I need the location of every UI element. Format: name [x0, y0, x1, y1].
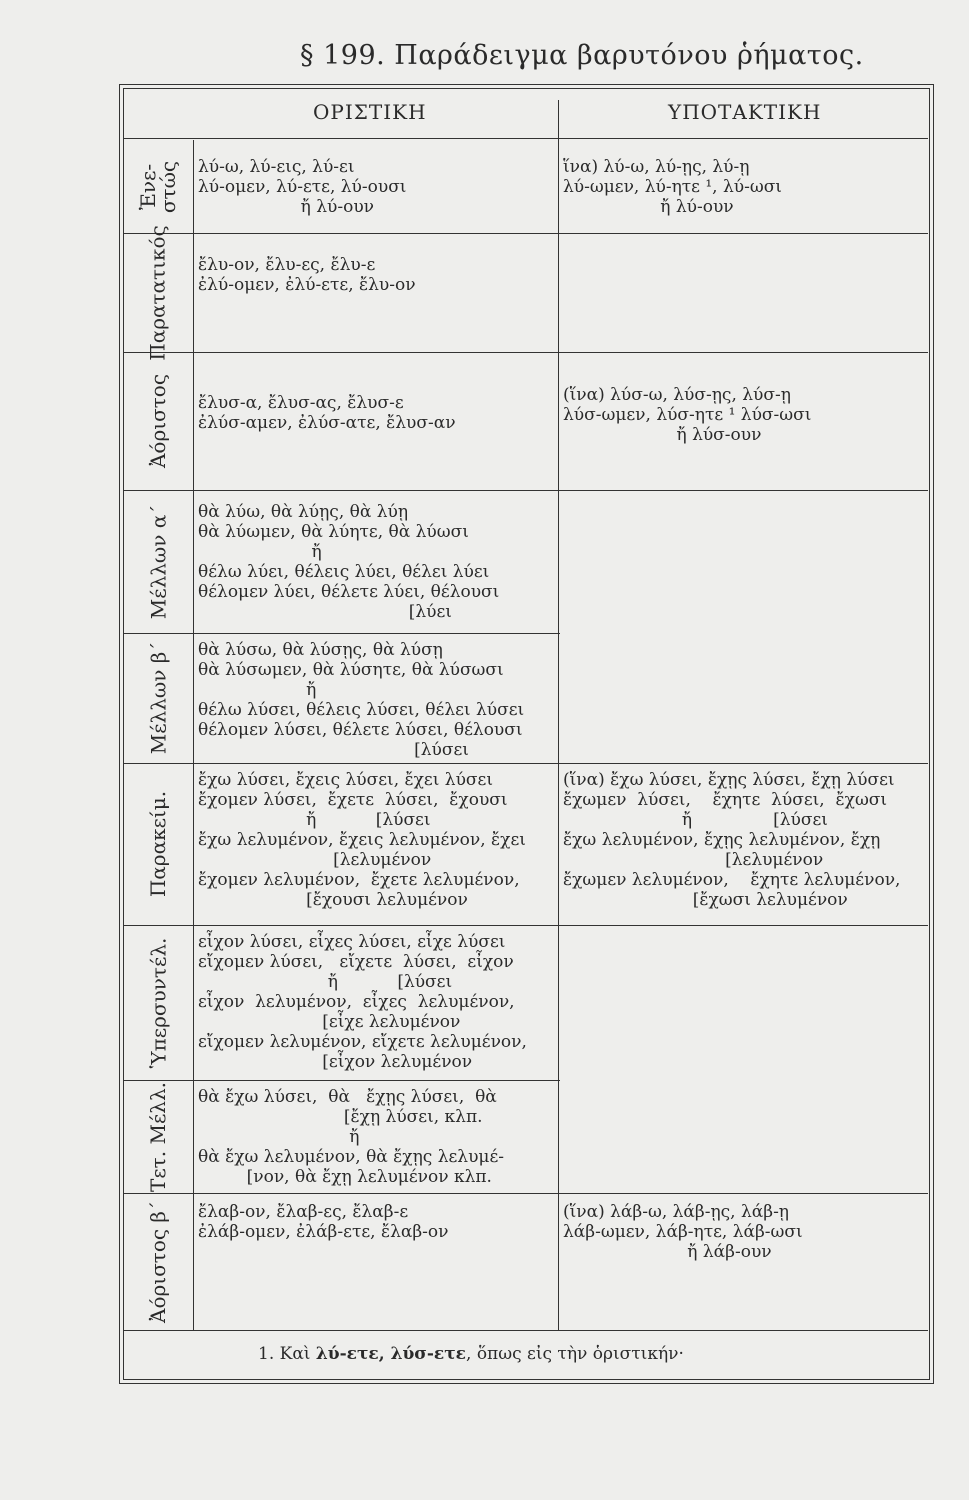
subjunctive-aorist-b-forms: (ἵνα) λάβ-ω, λάβ-ῃς, λάβ-ῃ λάβ-ωμεν, λάβ-ητε, λάβ-ωσι ἤ λάβ-ουν	[563, 1202, 803, 1262]
column-header-subjunctive: ΥΠΟΤΑΚΤΙΚΗ	[668, 100, 822, 124]
tense-label-perfect: Παρακείμ.	[146, 790, 170, 898]
subjunctive-perfect-forms: (ἵνα) ἔχω λύσει, ἔχῃς λύσει, ἔχῃ λύσει ἔχωμεν λύσει, ἔχητε λύσει, ἔχωσι ἤ [λύσει ἔχω λελυμένον, ἔχῃς λελυμένον, ἔχῃ [λελυμένον ἔχωμεν λελυμένον, ἔχητε λελυμένον, [ἔχωσι λελυμένον	[563, 770, 901, 910]
mood-column-divider	[558, 100, 559, 1330]
tense-label-pluperfect: Ὑπερσυντέλ.	[146, 937, 171, 1068]
tense-label-future-perfect: Τετ. Μέλλ.	[146, 1081, 170, 1192]
header-rule	[124, 138, 928, 139]
tense-label-future-b: Μέλλων β΄	[146, 641, 171, 755]
indicative-aorist-forms: ἔλυσ-α, ἔλυσ-ας, ἔλυσ-ε ἐλύσ-αμεν, ἐλύσ-ατε, ἔλυσ-αν	[198, 393, 456, 433]
tense-label-future-a: Μέλλων α΄	[146, 504, 170, 619]
tense-label-imperfect: Παρατατικός	[146, 224, 170, 361]
row-rule	[124, 352, 928, 353]
row-rule	[124, 1080, 560, 1081]
tense-label-present: Ἐνε- στώς	[136, 160, 181, 213]
indicative-future-b-forms: θὰ λύσω, θὰ λύσῃς, θὰ λύσῃ θὰ λύσωμεν, θὰ λύσητε, θὰ λύσωσι ἤ θέλω λύσει, θέλεις λύσει, θέλει λύσει θέλομεν λύσει, θέλετε λύσει, θέλουσι [λύσει	[198, 640, 525, 760]
indicative-present-forms: λύ-ω, λύ-εις, λύ-ει λύ-ομεν, λύ-ετε, λύ-ουσι ἤ λύ-ουν	[198, 157, 407, 217]
indicative-future-perfect-forms: θὰ ἔχω λύσει, θὰ ἔχῃς λύσει, θὰ [ἔχῃ λύσει, κλπ. ἤ θὰ ἔχω λελυμένον, θὰ ἔχῃς λελυμέ- [νον, θὰ ἔχῃ λελυμένον κλπ.	[198, 1087, 505, 1187]
subjunctive-present-forms: ἵνα) λύ-ω, λύ-ῃς, λύ-ῃ λύ-ωμεν, λύ-ητε ¹, λύ-ωσι ἤ λύ-ουν	[563, 157, 782, 217]
row-rule	[124, 925, 928, 926]
row-rule	[124, 233, 928, 234]
footnote: 1. Καὶ λύ-ετε, λύσ-ετε, ὅπως εἰς τὴν ὁριστικήν·	[258, 1344, 684, 1364]
page-title: § 199. Παράδειγμα βαρυτόνου ῥήματος.	[300, 40, 864, 71]
row-rule	[124, 490, 928, 491]
tense-label-aorist: Ἀόριστος	[146, 373, 171, 469]
tense-label-aorist-b: Ἀόριστος β΄	[146, 1200, 170, 1323]
subjunctive-aorist-forms: (ἵνα) λύσ-ω, λύσ-ῃς, λύσ-ῃ λύσ-ωμεν, λύσ-ητε ¹ λύσ-ωσι ἤ λύσ-ουν	[563, 385, 812, 445]
label-column-divider	[193, 140, 194, 1330]
row-rule	[124, 763, 928, 764]
indicative-pluperfect-forms: εἶχον λύσει, εἶχες λύσει, εἶχε λύσει εἴχομεν λύσει, εἴχετε λύσει, εἶχον ἤ [λύσει εἶχον λελυμένον, εἶχες λελυμένον, [εἶχε λελυμένον εἴχομεν λελυμένον, εἴχετε λελυμένον, [εἶχον λελυμένον	[198, 932, 527, 1072]
row-rule	[124, 1193, 928, 1194]
column-header-indicative: ΟΡΙΣΤΙΚΗ	[313, 100, 427, 124]
indicative-perfect-forms: ἔχω λύσει, ἔχεις λύσει, ἔχει λύσει ἔχομεν λύσει, ἔχετε λύσει, ἔχουσι ἤ [λύσει ἔχω λελυμένον, ἔχεις λελυμένον, ἔχει [λελυμένον ἔχομεν λελυμένον, ἔχετε λελυμένον, [ἔχουσι λελυμένον	[198, 770, 526, 910]
table-bottom-rule	[124, 1330, 928, 1331]
indicative-aorist-b-forms: ἔλαβ-ον, ἔλαβ-ες, ἔλαβ-ε ἐλάβ-ομεν, ἐλάβ-ετε, ἔλαβ-ον	[198, 1202, 449, 1242]
indicative-imperfect-forms: ἔλυ-ον, ἔλυ-ες, ἔλυ-ε ἐλύ-ομεν, ἐλύ-ετε, ἔλυ-ον	[198, 255, 416, 295]
indicative-future-a-forms: θὰ λύω, θὰ λύῃς, θὰ λύῃ θὰ λύωμεν, θὰ λύητε, θὰ λύωσι ἤ θέλω λύει, θέλεις λύει, θέλει λύει θέλομεν λύει, θέλετε λύει, θέλουσι [λύει	[198, 502, 500, 622]
row-rule	[124, 633, 560, 634]
